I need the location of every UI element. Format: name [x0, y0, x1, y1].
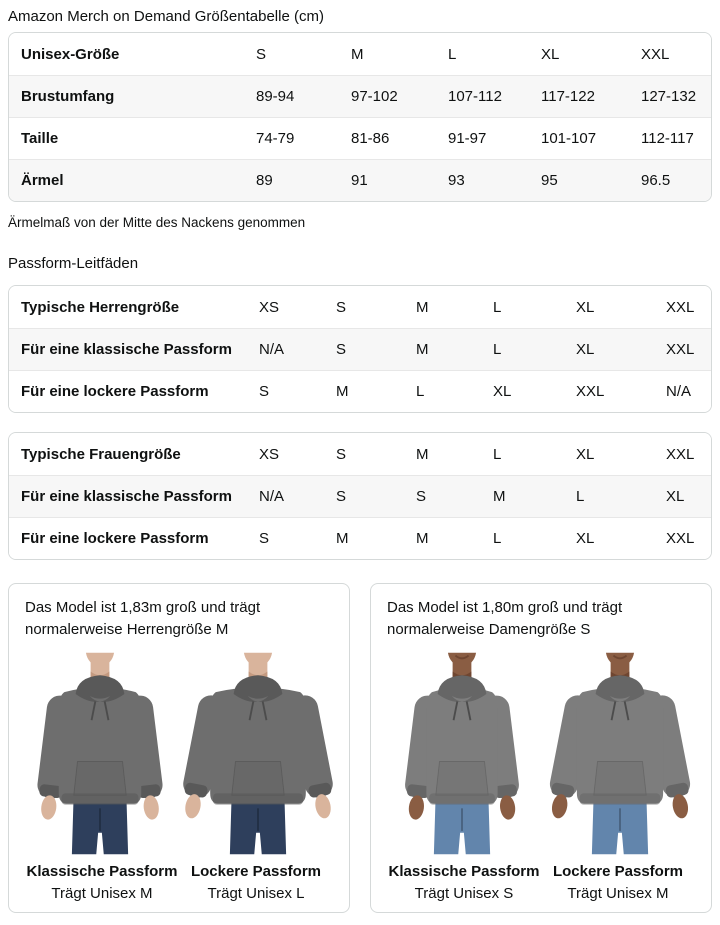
table-row — [9, 328, 711, 370]
table-cell: L — [576, 488, 585, 505]
table-row — [9, 117, 711, 159]
table-cell: XL — [666, 488, 685, 505]
table-cell: L — [448, 45, 457, 63]
table-cell: XL — [541, 45, 560, 63]
table-cell: L — [493, 341, 502, 358]
table-cell: L — [416, 383, 425, 400]
table-cell: 91-97 — [448, 130, 487, 147]
table-cell: XXL — [666, 530, 695, 547]
fit-guide-table-men — [8, 285, 712, 413]
table-cell: M — [416, 298, 429, 316]
row-label: Für eine klassische Passform — [21, 341, 232, 358]
model-photo-classic — [25, 647, 175, 860]
table-cell: 89-94 — [256, 88, 295, 105]
page-title: Amazon Merch on Demand Größentabelle (cm) — [8, 8, 324, 25]
table-cell: 127-132 — [641, 88, 697, 105]
caption-classic-fit — [387, 863, 541, 902]
table-cell: M — [351, 45, 364, 63]
table-cell: N/A — [259, 341, 285, 358]
table-row — [9, 75, 711, 117]
table-cell: 81-86 — [351, 130, 390, 147]
table-cell: 101-107 — [541, 130, 597, 147]
row-label: Brustumfang — [21, 88, 115, 105]
table-cell: 89 — [256, 172, 273, 189]
table-row — [9, 433, 711, 475]
table-cell: XS — [259, 445, 280, 463]
caption-sub: Trägt Unisex S — [414, 885, 514, 903]
table-cell: S — [416, 488, 427, 505]
table-cell: 96.5 — [641, 172, 671, 189]
row-label: Für eine lockere Passform — [21, 383, 209, 400]
table-cell: S — [256, 45, 267, 63]
table-cell: S — [336, 445, 347, 463]
caption-title: Klassische Passform — [26, 863, 178, 881]
caption-title: Klassische Passform — [388, 863, 540, 881]
caption-loose-fit — [541, 863, 695, 902]
table-row — [9, 33, 711, 75]
table-cell: L — [493, 530, 502, 547]
table-cell: M — [336, 530, 349, 547]
model-photo-classic — [387, 647, 537, 860]
sleeve-measure-note: Ärmelmaß von der Mitte des Nackens genommen — [8, 215, 306, 230]
table-cell: 93 — [448, 172, 465, 189]
table-cell: M — [493, 488, 506, 505]
fit-guide-table-women — [8, 432, 712, 560]
table-cell: XXL — [576, 383, 605, 400]
table-cell: M — [336, 383, 349, 400]
table-cell: M — [416, 530, 429, 547]
table-cell: XXL — [666, 341, 695, 358]
table-cell: 107-112 — [448, 88, 502, 105]
model-photo-loose — [545, 647, 695, 860]
model-photo-loose — [183, 647, 333, 860]
row-label: Typische Herrengröße — [21, 298, 180, 316]
table-cell: M — [416, 341, 429, 358]
caption-sub: Trägt Unisex M — [567, 885, 669, 903]
model-intro: Das Model ist 1,80m groß und trägt normalerweise Damengröße S — [387, 599, 623, 639]
table-cell: 91 — [351, 172, 368, 189]
row-label: Für eine lockere Passform — [21, 530, 209, 547]
table-cell: 97-102 — [351, 88, 398, 105]
table-row — [9, 475, 711, 517]
fit-guides-heading: Passform-Leitfäden — [8, 255, 139, 272]
caption-sub: Trägt Unisex M — [51, 885, 153, 903]
table-row — [9, 159, 711, 201]
table-cell: XS — [259, 298, 280, 316]
table-cell: M — [416, 445, 429, 463]
table-row — [9, 517, 711, 559]
unisex-size-table — [8, 32, 712, 202]
row-label: Taille — [21, 130, 59, 147]
model-figures — [387, 647, 695, 860]
table-cell: L — [493, 445, 502, 463]
table-cell: XL — [576, 445, 595, 463]
table-cell: 95 — [541, 172, 558, 189]
row-label: Ärmel — [21, 172, 64, 189]
table-row — [9, 370, 711, 412]
table-cell: S — [336, 298, 347, 316]
model-card-women — [370, 583, 712, 913]
table-cell: XXL — [641, 45, 670, 63]
table-cell: 74-79 — [256, 130, 295, 147]
table-cell: XXL — [666, 298, 695, 316]
row-label: Unisex-Größe — [21, 45, 120, 63]
table-cell: S — [336, 341, 347, 358]
table-cell: S — [259, 530, 270, 547]
caption-title: Lockere Passform — [190, 863, 322, 881]
table-cell: XL — [576, 341, 595, 358]
figure-captions — [25, 863, 333, 902]
model-figures — [25, 647, 333, 860]
caption-classic-fit — [25, 863, 179, 902]
table-cell: 112-117 — [641, 130, 694, 147]
caption-sub: Trägt Unisex L — [207, 885, 305, 903]
table-cell: XL — [576, 298, 595, 316]
caption-title: Lockere Passform — [552, 863, 684, 881]
table-cell: XL — [576, 530, 595, 547]
model-intro: Das Model ist 1,83m groß und trägt normalerweise Herrengröße M — [25, 599, 261, 639]
caption-loose-fit — [179, 863, 333, 902]
row-label: Für eine klassische Passform — [21, 488, 232, 505]
table-cell: N/A — [666, 383, 692, 400]
table-row — [9, 286, 711, 328]
table-cell: XL — [493, 383, 512, 400]
table-cell: XXL — [666, 445, 695, 463]
figure-captions — [387, 863, 695, 902]
table-cell: L — [493, 298, 502, 316]
table-cell: N/A — [259, 488, 285, 505]
model-cards — [8, 583, 712, 913]
row-label: Typische Frauengröße — [21, 445, 181, 463]
table-cell: 117-122 — [541, 88, 595, 105]
table-cell: S — [336, 488, 347, 505]
table-cell: S — [259, 383, 270, 400]
model-card-men — [8, 583, 350, 913]
